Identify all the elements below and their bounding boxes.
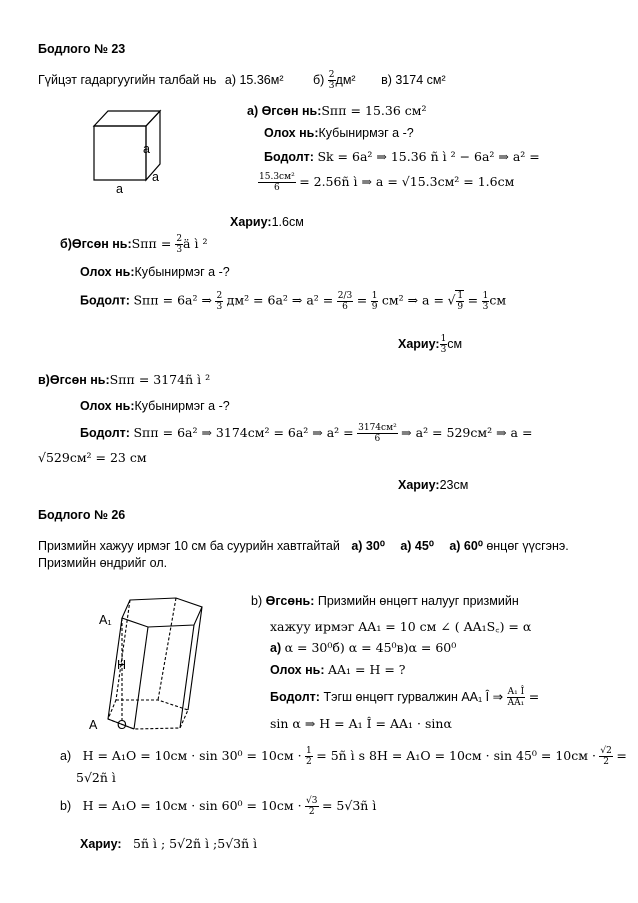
solution-expr: Sпп = 6a² ⇒ 3174см² = 6a² ⇒ a² = (133, 424, 354, 440)
answer-value: 5ñ ì ; 5√2ñ ì ;5√3ñ ì (133, 836, 258, 851)
solution-expr: = (467, 292, 479, 308)
angle-cases: α = 30⁰б) α = 45⁰в)α = 60⁰ (284, 640, 457, 655)
p23b-solution: Бодолт: Sпп = 6a² ⇒ $\frac{2}{3}$ дм² = 6a² ⇒ a² = $\frac{2/3}{6}$ = $\frac{1}{9}$ см² ⇒ a = √ $\frac{1}{9}$ = $\frac{1}{3}$ см (80, 290, 507, 312)
frac-num: √3 (306, 796, 318, 806)
p26-given-line3 (270, 640, 456, 655)
p23c-solution-line1 (80, 423, 532, 444)
solution-expr: = 2.56ñ ì ⇒ a = √15.3см² = 1.6см (299, 173, 515, 189)
given-value: Призмийн өнцөгт налууг призмийн (317, 594, 519, 608)
find-value: Кубынирмэг а -? (318, 126, 414, 140)
given-value: Sпп = 15.36 см² (321, 103, 427, 118)
p23c-find (80, 399, 230, 413)
frac-num: 1 (482, 290, 489, 301)
frac-den: 2 (308, 807, 315, 817)
solution-fraction (507, 687, 526, 708)
answer-unit: см (447, 336, 463, 351)
solution-expr: = 5√3ñ ì (321, 797, 377, 813)
frac-num: A₁ Î (507, 687, 525, 697)
frac-den: 2 (306, 757, 312, 767)
answer-label: Хариу: (80, 837, 122, 851)
solution-fraction (371, 291, 379, 312)
frac-den: AA₁ (507, 698, 525, 708)
problem-23-statement (38, 70, 446, 91)
solution-expr: Sпп = 6a² ⇒ (133, 292, 212, 308)
frac-num: 2 (216, 290, 223, 301)
frac-num: 1 (440, 334, 447, 344)
option-c: в) 3174 см² (381, 72, 446, 87)
frac-num: 1 (457, 291, 464, 301)
solution-fraction (258, 172, 296, 193)
find-label: Олох нь: (80, 399, 135, 413)
p23a-solution-line1 (264, 149, 540, 164)
solution-expr: Sk = 6a² ⇒ 15.36 ñ ì ² − 6a² ⇒ a² = (317, 149, 540, 164)
option-a: а) 30⁰ (351, 539, 385, 553)
option-b-prefix: б) (312, 72, 325, 87)
prism-label-h: H (117, 658, 127, 672)
problem-26-statement (38, 538, 569, 553)
option-a: а) 15.36м² (224, 72, 284, 87)
find-label: Олох нь: (80, 265, 135, 279)
frac-den: 3 (482, 301, 489, 312)
frac-den: 3 (176, 245, 183, 255)
find-value: Кубынирмэг а -? (134, 265, 230, 279)
given-label: а) Өгсөн нь: (247, 104, 322, 118)
p23c-solution-line2: √529см² = 23 см (38, 450, 147, 465)
answer-value: 1.6см (271, 215, 304, 229)
given-label: в)Өгсөн нь: (38, 373, 110, 387)
solution-fraction (599, 746, 612, 767)
frac-den: 2 (603, 757, 609, 767)
solution-expr: Тэгш өнцөгт гурвалжин AA₁ Î ⇒ (323, 689, 504, 704)
frac-num: 1 (306, 746, 312, 756)
statement-intro: Гүйцэт гадаргуугийн талбай нь (38, 72, 217, 87)
solution-eq: = (616, 747, 627, 763)
p23c-answer (398, 478, 468, 492)
solution-label: Бодолт: (270, 689, 320, 704)
prism-label-a1: A₁ (99, 613, 112, 627)
given-value: Sпп = 3174ñ ì ² (109, 372, 211, 387)
prism-label-o: O (117, 718, 127, 732)
option-b: а) 45⁰ (400, 539, 434, 553)
given-prefix: b) (251, 594, 263, 608)
statement-intro: Призмийн хажуу ирмэг 10 см ба суурийн хавтгайтай (38, 539, 340, 553)
frac-den: 3 (216, 301, 223, 312)
p23b-find (80, 265, 230, 279)
frac-den: 9 (457, 302, 464, 312)
option-c: а) 60⁰ (449, 539, 483, 553)
frac-den: 6 (342, 301, 348, 312)
option-b-unit: дм² (335, 72, 356, 87)
p26-given (251, 594, 519, 608)
solution-fraction (455, 290, 464, 312)
solution-expr: H = A₁O = 10см · sin 60⁰ = 10см · (82, 797, 302, 813)
p23b-answer (398, 334, 462, 355)
given-unit: ä ì ² (183, 235, 208, 251)
p26-line-a2: 5√2ñ ì (76, 770, 116, 785)
solution-fraction (305, 746, 313, 767)
frac-num: 1 (371, 290, 378, 301)
solution-expr: см² ⇒ a = (381, 292, 444, 308)
find-label: Олох нь: (270, 663, 325, 677)
solution-fraction (337, 291, 353, 312)
problem-26-question: Призмийн өндрийг ол. (38, 556, 168, 570)
p26-given-line2: хажуу ирмэг AA₁ = 10 см ∠ ( AA₁S꜀) = α (270, 619, 532, 634)
p26-line-b (60, 796, 376, 817)
given-fraction (175, 234, 183, 255)
p23b-given (60, 234, 207, 255)
solution-expr: ⇒ a² = 529см² ⇒ a = (401, 424, 533, 440)
frac-num: 2 (176, 234, 183, 244)
frac-den: 3 (440, 345, 447, 355)
cube-label-base: a (116, 182, 123, 196)
frac-num: √2 (600, 746, 612, 756)
frac-den: 6 (273, 183, 280, 193)
given-value: Sпп = (131, 235, 176, 251)
frac-num: 15.3см² (259, 172, 295, 182)
solution-expr: = (356, 292, 368, 308)
problem-23-title: Бодлого № 23 (38, 42, 126, 56)
p23c-given (38, 372, 210, 387)
answer-label: Хариу: (398, 336, 440, 351)
p23a-given (247, 103, 427, 118)
find-value: AA₁ = H = ? (327, 662, 406, 677)
solution-label: Бодолт: (80, 293, 130, 308)
solution-expr: H = A₁O = 10см · sin 30⁰ = 10см · (82, 747, 302, 763)
solution-fraction (357, 423, 398, 444)
cube-label-edge: a (143, 142, 150, 156)
find-label: Олох нь: (264, 126, 319, 140)
frac-den: 9 (371, 301, 378, 312)
solution-label: Бодолт: (264, 150, 314, 164)
solution-expr: дм² = 6a² ⇒ a² = (226, 292, 334, 308)
case-label: b) (60, 798, 72, 813)
solution-label: Бодолт: (80, 425, 130, 440)
case-label: a) (60, 748, 72, 763)
frac-num: 3174см² (358, 423, 397, 433)
solution-fraction (215, 291, 223, 312)
solution-unit: см (489, 292, 507, 308)
p26-solution-line2: sin α ⇒ H = A₁ Î = AA₁ · sinα (270, 716, 452, 731)
problem-26-title: Бодлого № 26 (38, 508, 126, 522)
answer-value: 23см (439, 478, 469, 492)
solution-fraction (305, 796, 318, 817)
given-label: б)Өгсөн нь: (60, 236, 132, 251)
p23a-solution-line2 (258, 172, 514, 193)
p26-answer (80, 836, 257, 851)
prism-label-a: A (89, 718, 98, 732)
frac-num: 2/3 (337, 290, 353, 301)
answer-label: Хариу: (398, 478, 440, 492)
frac-den: 3 (328, 81, 335, 91)
option-b-fraction (328, 70, 336, 91)
frac-num: 2 (328, 70, 335, 80)
solution-eq: = (528, 688, 540, 704)
given-label: Өгсөнь: (265, 594, 315, 608)
solution-expr: = 5ñ ì s 8H = A₁O = 10см · sin 45⁰ = 10см · (316, 747, 596, 763)
p23a-answer (230, 215, 304, 229)
p23a-find (264, 126, 414, 140)
p26-line-a (60, 746, 627, 767)
answer-label: Хариу: (230, 215, 272, 229)
case-label: а) (270, 641, 282, 655)
find-value: Кубынирмэг а -? (134, 399, 230, 413)
p26-find (270, 662, 405, 677)
p26-solution (270, 687, 539, 708)
cube-label-depth: a (152, 170, 159, 184)
statement-tail: өнцөг үүсгэнэ. (486, 539, 569, 553)
frac-den: 6 (374, 434, 381, 444)
